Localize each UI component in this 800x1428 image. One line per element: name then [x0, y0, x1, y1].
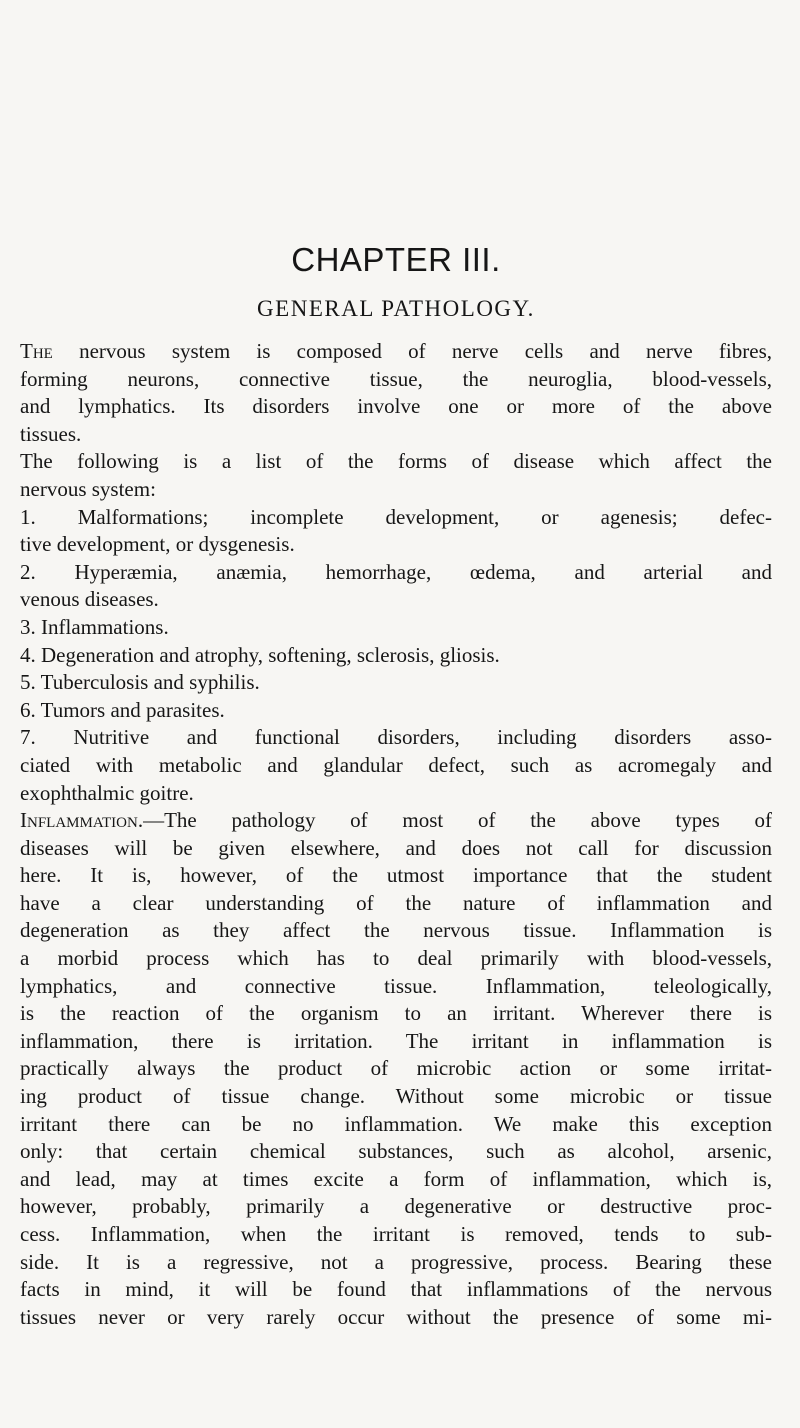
text-line: tive development, or dysgenesis. — [20, 532, 295, 557]
text-line: lymphatics, and connective tissue. Inflammation, teleologically, — [20, 973, 772, 998]
text-line: side. It is a regressive, not a progressive, process. Bearing these — [20, 1249, 772, 1274]
list-item: 1. Malformations; incomplete development, or agenesis; defec- — [20, 504, 772, 529]
text-line: tissues. — [20, 421, 82, 446]
body-text — [20, 338, 772, 1331]
list-item: 5. Tuberculosis and syphilis. — [20, 670, 260, 695]
list-item: 3. Inflammations. — [20, 614, 169, 639]
section-heading-inline: Inflammation — [20, 808, 138, 833]
text-line: inflammation, there is irritation. The irritant in inflammation is — [20, 1028, 772, 1053]
text-line: have a clear understanding of the nature of inflammation and — [20, 890, 772, 915]
chapter-title: CHAPTER III. — [291, 241, 501, 278]
text-line: facts in mind, it will be found that inflammations of the nervous — [20, 1277, 772, 1302]
list-item: 4. Degeneration and atrophy, softening, sclerosis, gliosis. — [20, 642, 500, 667]
text-line: degeneration as they affect the nervous tissue. Inflammation is — [20, 918, 772, 943]
section-title: GENERAL PATHOLOGY. — [257, 296, 535, 321]
text-line: ing product of tissue change. Without some microbic or tissue — [20, 1084, 772, 1109]
text-line: nervous system: — [20, 476, 156, 501]
text-line: and lymphatics. Its disorders involve one or more of the above — [20, 394, 772, 419]
list-item: 2. Hyperæmia, anæmia, hemorrhage, œdema, and arterial and — [20, 559, 772, 584]
text-line: tissues never or very rarely occur without the presence of some mi- — [20, 1304, 772, 1329]
text-line: The following is a list of the forms of disease which affect the — [20, 449, 772, 474]
text-line: irritant there can be no inflammation. We make this exception — [20, 1111, 772, 1136]
text-line: ciated with metabolic and glandular defect, such as acromegaly and — [20, 752, 772, 777]
text-line: here. It is, however, of the utmost importance that the student — [20, 863, 772, 888]
text-line: a morbid process which has to deal primarily with blood-vessels, — [20, 946, 772, 971]
list-item: 6. Tumors and parasites. — [20, 697, 225, 722]
text-line: Inflammation.—The pathology of most of the above types of — [20, 808, 772, 833]
text-line: only: that certain chemical substances, such as alcohol, arsenic, — [20, 1139, 772, 1164]
list-item: 7. Nutritive and functional disorders, including disorders asso- — [20, 725, 772, 750]
text-line: cess. Inflammation, when the irritant is removed, tends to sub- — [20, 1222, 772, 1246]
text-line: exophthalmic goitre. — [20, 780, 194, 805]
paragraph-lead-in: The — [20, 339, 53, 363]
text-line: however, probably, primarily a degenerative or destructive proc- — [20, 1194, 772, 1219]
text-line: forming neurons, connective tissue, the neuroglia, blood-vessels, — [20, 366, 772, 391]
text-line: and lead, may at times excite a form of inflammation, which is, — [20, 1166, 772, 1191]
text-line: The nervous system is composed of nerve cells and nerve fibres, — [20, 339, 772, 363]
text-line: is the reaction of the organism to an irritant. Wherever there is — [20, 1001, 772, 1026]
text-line: practically always the product of microbic action or some irritat- — [20, 1056, 772, 1081]
text-line: diseases will be given elsewhere, and does not call for discussion — [20, 835, 772, 860]
book-page — [20, 0, 772, 1428]
text-line: venous diseases. — [20, 587, 159, 612]
